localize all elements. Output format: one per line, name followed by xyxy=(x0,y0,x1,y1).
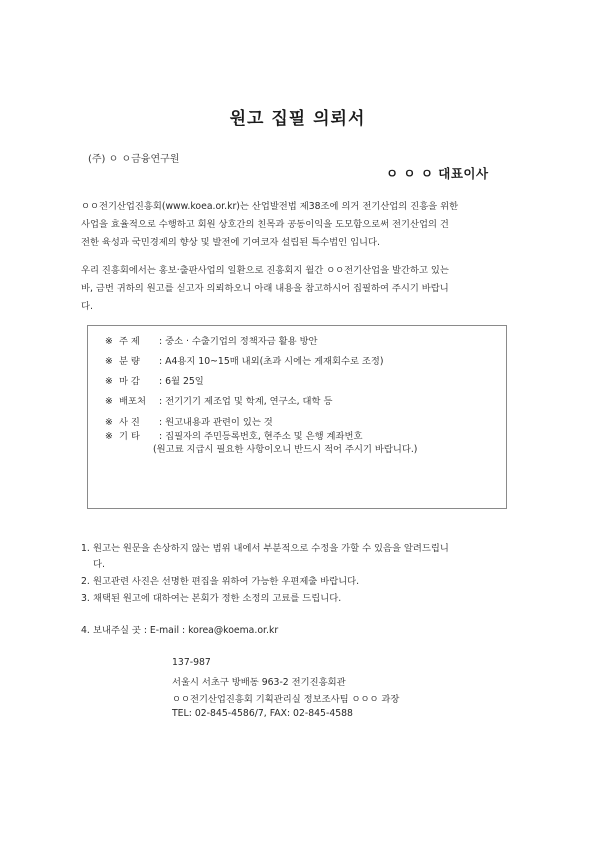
detail-label: 분 량 xyxy=(119,356,140,367)
note-number: 2. xyxy=(81,576,90,587)
detail-label: 사 진 xyxy=(119,417,140,428)
detail-label: 주 제 xyxy=(119,336,140,347)
note-number: 4. xyxy=(81,625,90,636)
detail-row-other xyxy=(105,428,362,442)
note-number: 1. xyxy=(81,543,90,554)
note-text-continuation: 다. xyxy=(93,559,105,570)
document-title: 원고 집필 의뢰서 xyxy=(229,109,366,129)
detail-value: : A4용지 10~15매 내외(초과 시에는 게재회수로 조정) xyxy=(159,356,384,367)
detail-label: 배포처 xyxy=(119,396,146,407)
detail-value: : 전기기기 제조업 및 학계, 연구소, 대학 등 xyxy=(159,396,333,407)
detail-other-continuation: (원고료 지급시 필요한 사항이오니 반드시 적어 주시기 바랍니다.) xyxy=(153,444,418,455)
detail-label: 마 감 xyxy=(119,376,140,387)
address-postcode: 137-987 xyxy=(172,657,211,668)
intro-line: ㅇㅇ전기산업진흥회(www.koea.or.kr)는 산업발전법 제38조에 의거 전기산업의 진흥을 위한 xyxy=(81,201,459,212)
detail-row-photo xyxy=(105,414,273,428)
detail-row-length xyxy=(105,353,384,367)
reference-mark-icon: ※ xyxy=(105,396,113,407)
reference-mark-icon: ※ xyxy=(105,431,113,442)
address-street: 서울시 서초구 방배동 963-2 전기진흥회관 xyxy=(172,677,346,688)
note-text: 원고관련 사진은 선명한 편집을 위하여 가능한 우편제출 바랍니다. xyxy=(93,576,360,587)
intro-paragraph xyxy=(81,198,513,252)
note-item xyxy=(81,591,513,607)
note-text: 채택된 원고에 대하여는 본회가 정한 소정의 고료를 드립니다. xyxy=(93,593,342,604)
request-line: 바, 금번 귀하의 원고를 싣고자 의뢰하오니 아래 내용을 참고하시어 집필하여 주시기 바랍니 xyxy=(81,283,449,294)
reference-mark-icon: ※ xyxy=(105,417,113,428)
note-number: 3. xyxy=(81,593,90,604)
intro-line: 전한 육성과 국민경제의 향상 및 발전에 기여코자 설립된 특수법인 입니다. xyxy=(81,237,380,248)
details-box xyxy=(87,325,507,509)
detail-row-topic xyxy=(105,333,318,347)
note-item xyxy=(81,541,513,573)
detail-row-distribution xyxy=(105,393,332,407)
reference-mark-icon: ※ xyxy=(105,376,113,387)
note-text: 원고는 원문을 손상하지 않는 범위 내에서 부분적으로 수정을 가할 수 있음을 알려드립니 xyxy=(93,543,449,554)
address-department: ㅇㅇ전기산업진흥회 기획관리실 정보조사팀 ㅇㅇㅇ 과장 xyxy=(172,694,400,705)
request-paragraph xyxy=(81,262,513,316)
request-line: 다. xyxy=(81,301,93,312)
note-text-email: 보내주실 곳 : E-mail : korea@koema.or.kr xyxy=(93,625,279,636)
detail-label: 기 타 xyxy=(119,431,140,442)
detail-value: : 6월 25일 xyxy=(159,376,204,387)
recipient-name: ㅇ ㅇ ㅇ 대표이사 xyxy=(386,166,489,181)
recipient-organization: (주) ㅇ ㅇ금융연구원 xyxy=(88,154,180,165)
detail-value: : 중소 · 수출기업의 정책자금 활용 방안 xyxy=(159,336,318,347)
address-phone-fax: TEL: 02-845-4586/7, FAX: 02-845-4588 xyxy=(172,708,353,719)
intro-line: 사업을 효율적으로 수행하고 회원 상호간의 친목과 공동이익을 도모함으로써 전기산업의 건 xyxy=(81,219,449,230)
detail-value: : 집필자의 주민등록번호, 현주소 및 은행 계좌번호 xyxy=(159,431,363,442)
detail-value: : 원고내용과 관련이 있는 것 xyxy=(159,417,273,428)
note-item xyxy=(81,574,513,590)
reference-mark-icon: ※ xyxy=(105,356,113,367)
reference-mark-icon: ※ xyxy=(105,336,113,347)
request-line: 우리 진흥회에서는 홍보·출판사업의 일환으로 진흥회지 월간 ㅇㅇ전기산업을 발간하고 있는 xyxy=(81,265,449,276)
note-item-contact xyxy=(81,623,513,639)
detail-row-deadline xyxy=(105,373,204,387)
